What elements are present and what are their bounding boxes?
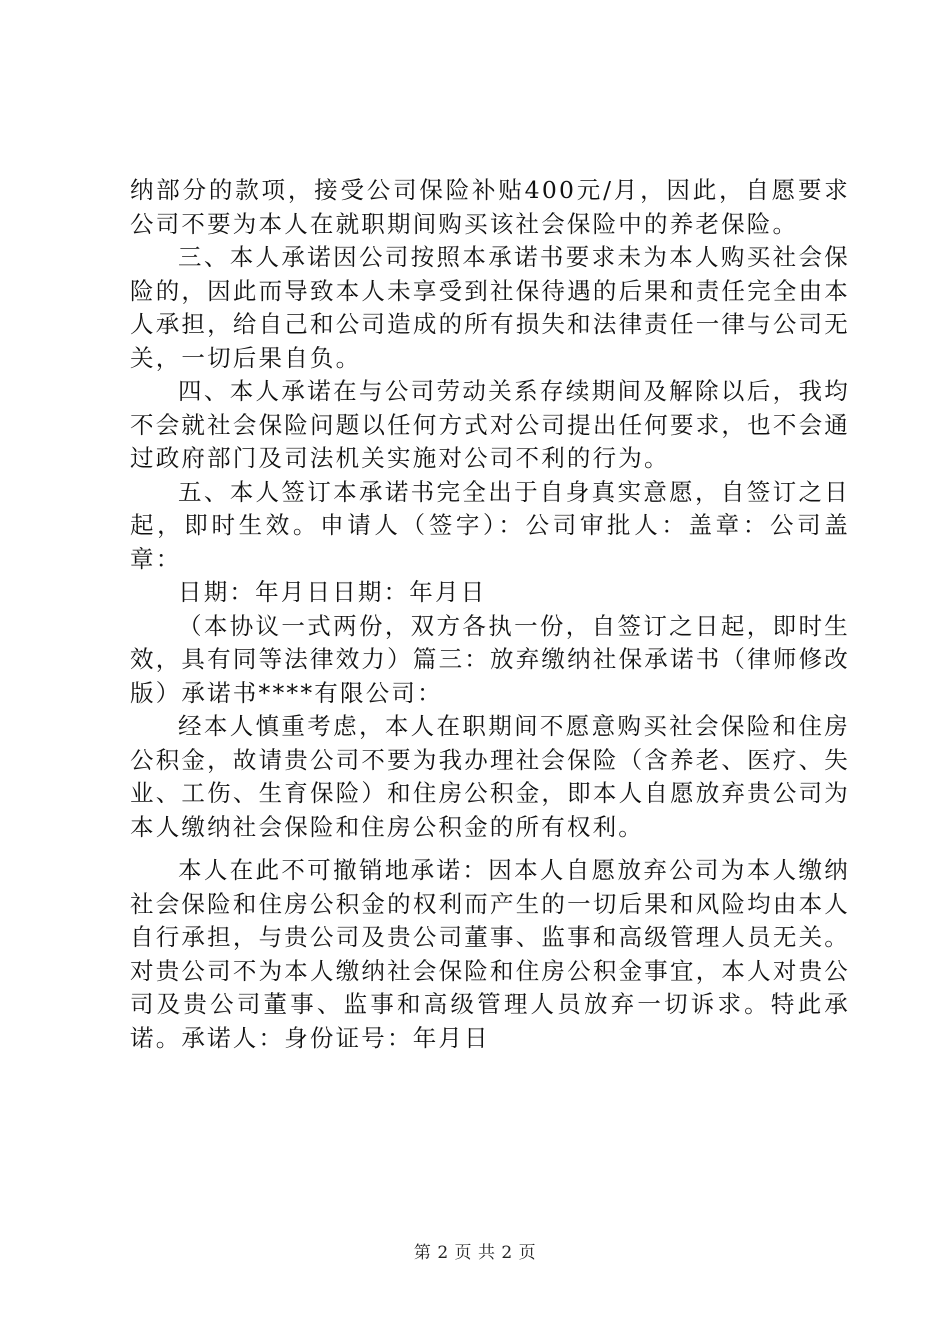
paragraph-date-line: 日期：年月日日期：年月日: [178, 578, 487, 606]
paragraph-clause-five: 五、本人签订本承诺书完全出于自身真实意愿，自签订之日起，即时生效。申请人（签字）：公司审批人：盖章：公司盖章：: [130, 477, 850, 573]
page-number-footer: 第 2 页 共 2 页: [413, 1243, 537, 1263]
paragraph-commitment: 本人在此不可撤销地承诺：因本人自愿放弃公司为本人缴纳社会保险和住房公积金的权利而产生的一切后果和风险均由本人自行承担，与贵公司及贵公司董事、监事和高级管理人员无关。对贵公司不为本人缴纳社会保险和住房公积金事宜，本人对贵公司及贵公司董事、监事和高级管理人员放弃一切诉求。特此承诺。承诺人：身份证号：年月日: [130, 856, 850, 1052]
paragraph-continuation: 纳部分的款项，接受公司保险补贴400元/月，因此，自愿要求公司不要为本人在就职期间购买该社会保险中的养老保险。: [130, 176, 850, 238]
document-body: [130, 174, 850, 1055]
paragraph-clause-three: 三、本人承诺因公司按照本承诺书要求未为本人购买社会保险的，因此而导致本人未享受到社保待遇的后果和责任完全由本人承担，给自己和公司造成的所有损失和法律责任一律与公司无关，一切后果自负。: [130, 243, 850, 372]
paragraph-agreement-note: （本协议一式两份，双方各执一份，自签订之日起，即时生效，具有同等法律效力）篇三：放弃缴纳社保承诺书（律师修改版）承诺书****有限公司：: [130, 611, 850, 707]
paragraph-clause-four: 四、本人承诺在与公司劳动关系存续期间及解除以后，我均不会就社会保险问题以任何方式对公司提出任何要求，也不会通过政府部门及司法机关实施对公司不利的行为。: [130, 377, 850, 472]
paragraph-declaration: 经本人慎重考虑，本人在职期间不愿意购买社会保险和住房公积金，故请贵公司不要为我办理社会保险（含养老、医疗、失业、工伤、生育保险）和住房公积金，即本人自愿放弃贵公司为本人缴纳社会保险和住房公积金的所有权利。: [130, 712, 850, 841]
